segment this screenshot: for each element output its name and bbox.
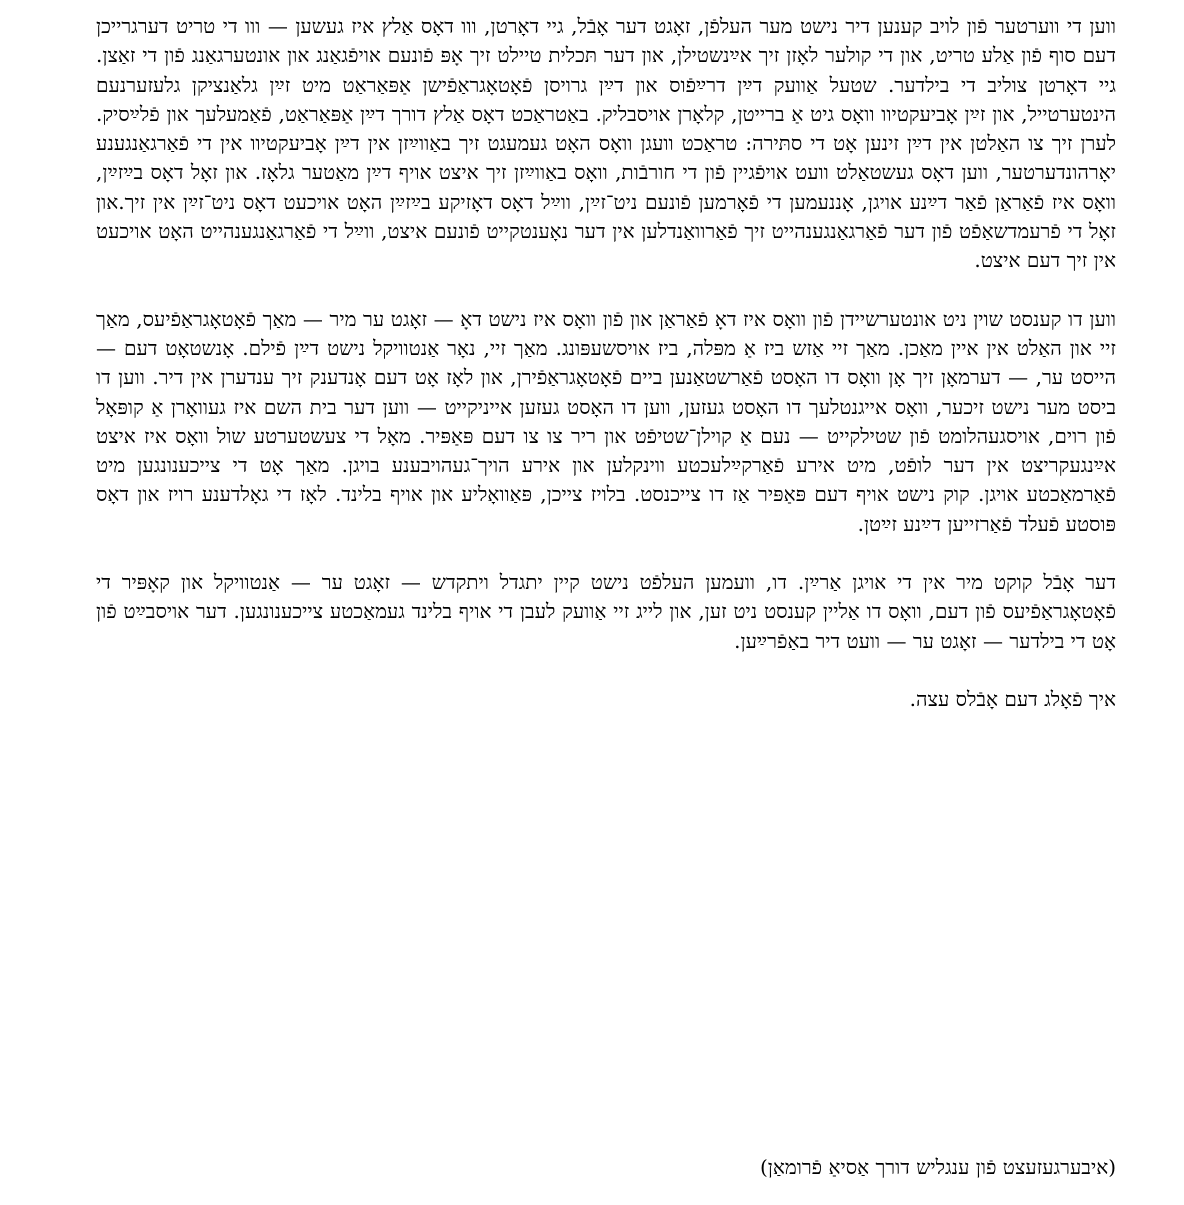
paragraph-1: ווען די ווערטער פֿון לויב קענען דיר נישט מער העלפֿן, זאָגט דער אָבֿל, גיי דאָרטן, ווו דאָס אַלץ איז געשען — ווו די טריט דערגרייכן דעם סוף פֿון אַלע טריט, און די קולער לאָזן זיך אײַנשטילן, און דער תּכלית טיילט זיך אָפּ פֿונעם אויפֿגאַנג און אונטערגאַנג פֿון די זאַצן. גיי דאָרטן צוליב די בילדער. שטעל אַוועק דײַן דרײַפֿוס און דײַן גרויסן פֿאָטאָגראַפֿישן אַפּאַראַט מיט זײַן גלאַנציקן גלעזערנעם הינטערטייל, און זײַן אָביעקטיוו וואָס גיט אַ ברייטן, קלאָרן אויסבליק. באַטראַכט דאָס אַלץ דורך דײַן אַפּאַראַט, פֿאַמעלעך און פֿלײַסיק. לערן זיך צו האַלטן אין דײַן זינען אָט די סתּירה: טראַכט וועגן וואָס האָט געמעגט זיך באַווײַזן אין דײַן אָביעקטיוו אין די פֿאַרגאַנגענע יאָרהונדערטער, ווען דאָס געשטאַלט וועט אויפֿגיין פֿון די חורבֿות, וואָס באַווײַזן זיך איצט אויף דײַן מאַטער גלאָז. און זאָל דאָס בײַזײַן, וואָס איז פֿאַראַן פֿאַר דײַנע אויגן, אָננעמען די פֿאָרמען פֿונעם ניט־זײַן, ווײַל דאָס דאָזיקע בײַזײַן האָט אויכעט דאָס ניט־זײַן אין זיך.און זאָל די פֿרעמדשאַפֿט פֿון דער פֿאַרגאַנגענהייט זיך פֿאַרוואַנדלען אין דער נאָענטקייט פֿונעם איצט, ווײַל די פֿאַרגאַנגענהייט האָט אויכעט אין זיך דעם איצט. bbox=[96, 14, 1116, 273]
paragraph-2: ווען דו קענסט שוין ניט אונטערשיידן פֿון וואָס איז דאָ פֿאַראַן און פֿון וואָס איז נישט דאָ — זאָגט ער מיר — מאַך פֿאָטאָגראַפֿיעס, מאַך זיי און האַלט אין איין מאַכן. מאַך זיי אַזש ביז אַ מפּלה, ביז אויסשעפּונג. מאַך זיי, נאָר אַנטוויקל נישט דײַן פֿילם. אָנשטאָט דעם — הייסט ער, — דערמאָן זיך אָן וואָס דו האָסט פֿאַרשטאַנען ביים פֿאָטאָגראַפֿירן, און לאָז אָט דעם אָנדענק זיך ענדערן אין דיר. ווען דו ביסט מער נישט זיכער, וואָס אייגנטלעך דו האָסט געזען, ווען דו האָסט געזען אייניקייט — ווען דער בית השם איז געוואָרן אַ קופּאָל פֿון רוים, אויסגעהלומט פֿון שטילקייט — נעם אַ קוילן־שטיפֿט און ריר צו צו דעם פּאַפּיר. מאָל די צעשטערטע שול וואָס איז איצט אײַנגעקריצט אין דער לופֿט, מיט אירע פֿאַרקײַלעכטע ווינקלען און אירע הויך־געהויבענע בויגן. מאַך אָט די צייכענונגען מיט פֿאַרמאַכטע אויגן. קוק נישט אויף דעם פּאַפּיר אַז דו צייכנסט. בלויז צייכן, פּאַוואָליע און אויף בלינד. לאָז די גאָלדענע רויז און דאָס פּוסטע פֿעלד פֿאַרזייען דײַנע זײַטן. bbox=[96, 306, 1117, 536]
paragraph-4: איך פֿאָלג דעם אָבֿלס עצה. bbox=[909, 686, 1116, 711]
translation-credit: (איבערגעזעצט פֿון ענגליש דורך אַסיאַ פֿרומאַן) bbox=[759, 1155, 1116, 1179]
document-body bbox=[96, 12, 1116, 714]
paragraph-3: דער אָבֿל קוקט מיר אין די אויגן אַרײַן. דו, וועמען העלפֿט נישט קיין יתגדל ויתקדש — זאָגט ער — אַנטוויקל און קאָפּיר די פֿאָטאָגראַפֿיעס פֿון דעם, וואָס דו אַליין קענסט ניט זען, און לייג זיי אַוועק לעבן די אויף בלינד געמאַכטע צייכענונגען. דער אויסבײַט פֿון אָט די בילדער — זאָגט ער — וועט דיר באַפֿרײַען. bbox=[96, 570, 1116, 653]
